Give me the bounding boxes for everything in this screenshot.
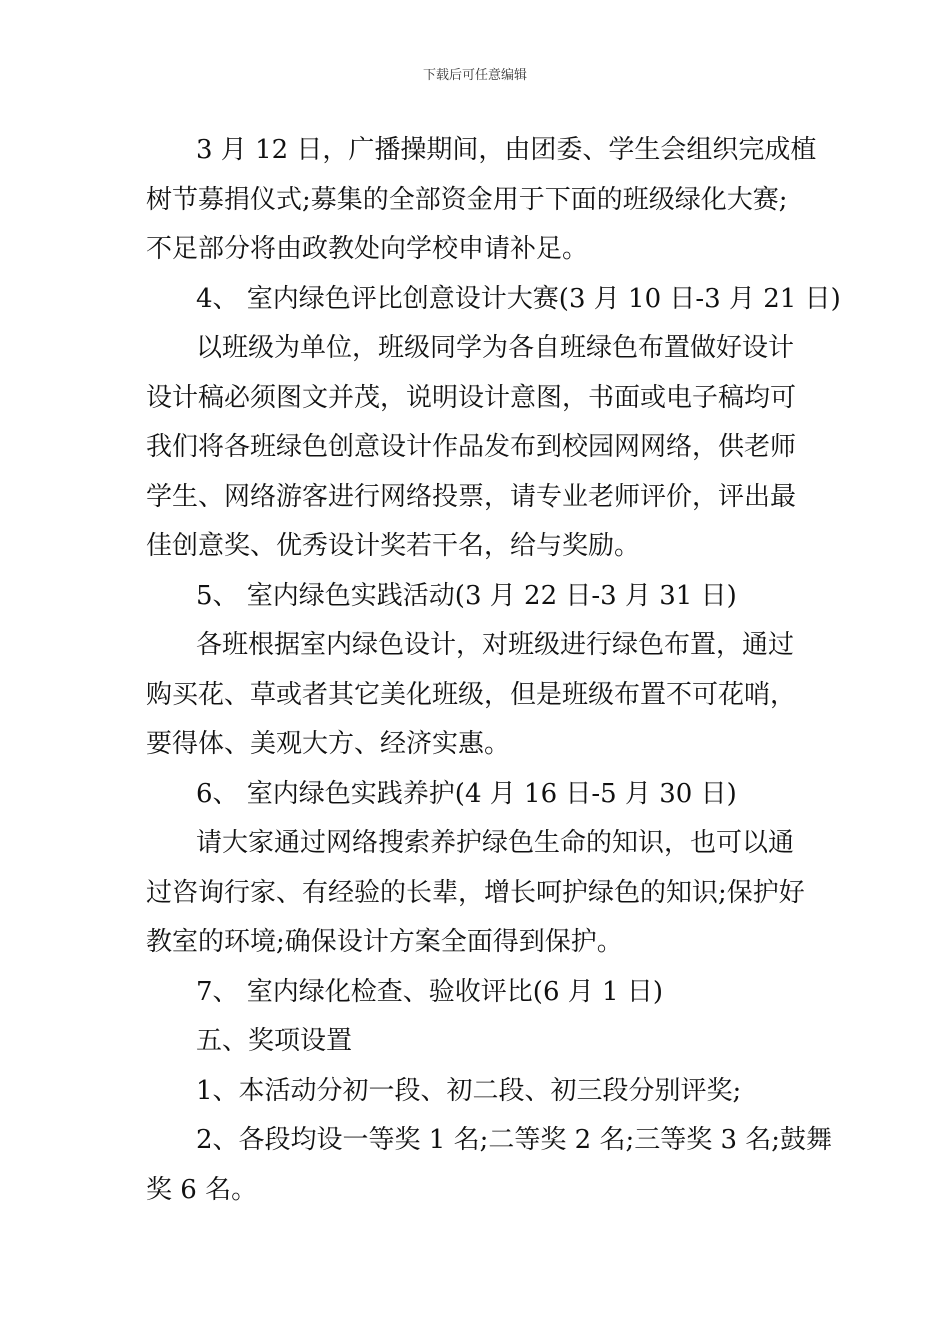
text-line: 请大家通过网络搜索养护绿色生命的知识，也可以通 [196,828,795,858]
text-line: 购买花、草或者其它美化班级，但是班级布置不可花哨， [146,679,797,710]
section-heading: 7、 室内绿化检查、验收评比(6 月 1 日) [196,976,663,1007]
text-line: 要得体、美观大方、经济实惠。 [146,729,511,759]
text-line: 我们将各班绿色创意设计作品发布到校园网网络，供老师 [146,432,797,462]
section-heading: 5、 室内绿色实践活动(3 月 22 日-3 月 31 日) [196,580,737,611]
document-body [146,126,841,1215]
text-line: 2、各段均设一等奖 1 名;二等奖 2 名;三等奖 3 名;鼓舞 [196,1125,833,1155]
text-line: 学生、网络游客进行网络投票，请专业老师评价，评出最 [146,481,797,512]
text-line: 佳创意奖、优秀设计奖若干名，给与奖励。 [146,531,641,561]
text-line: 以班级为单位，班级同学为各自班绿色布置做好设计 [196,333,795,363]
text-line: 不足部分将由政教处向学校申请补足。 [146,234,589,264]
text-line: 奖 6 名。 [146,1174,258,1205]
text-line: 3 月 12 日，广播操期间，由团委、学生会组织完成植 [196,135,817,165]
section-heading: 6、 室内绿色实践养护(4 月 16 日-5 月 30 日) [196,778,737,809]
text-line: 各班根据室内绿色设计，对班级进行绿色布置，通过 [196,630,795,660]
page-header: 下载后可任意编辑 [422,68,527,83]
section-heading: 五、奖项设置 [196,1026,353,1056]
text-line: 设计稿必须图文并茂，说明设计意图，书面或电子稿均可 [146,382,797,413]
section-heading: 4、 室内绿色评比创意设计大赛(3 月 10 日-3 月 21 日) [196,283,841,314]
text-line: 过咨询行家、有经验的长辈，增长呵护绿色的知识;保护好 [146,877,805,908]
text-line: 树节募捐仪式;募集的全部资金用于下面的班级绿化大赛; [146,184,788,215]
text-line: 1、本活动分初一段、初二段、初三段分别评奖; [196,1075,742,1106]
text-line: 教室的环境;确保设计方案全面得到保护。 [146,927,623,957]
